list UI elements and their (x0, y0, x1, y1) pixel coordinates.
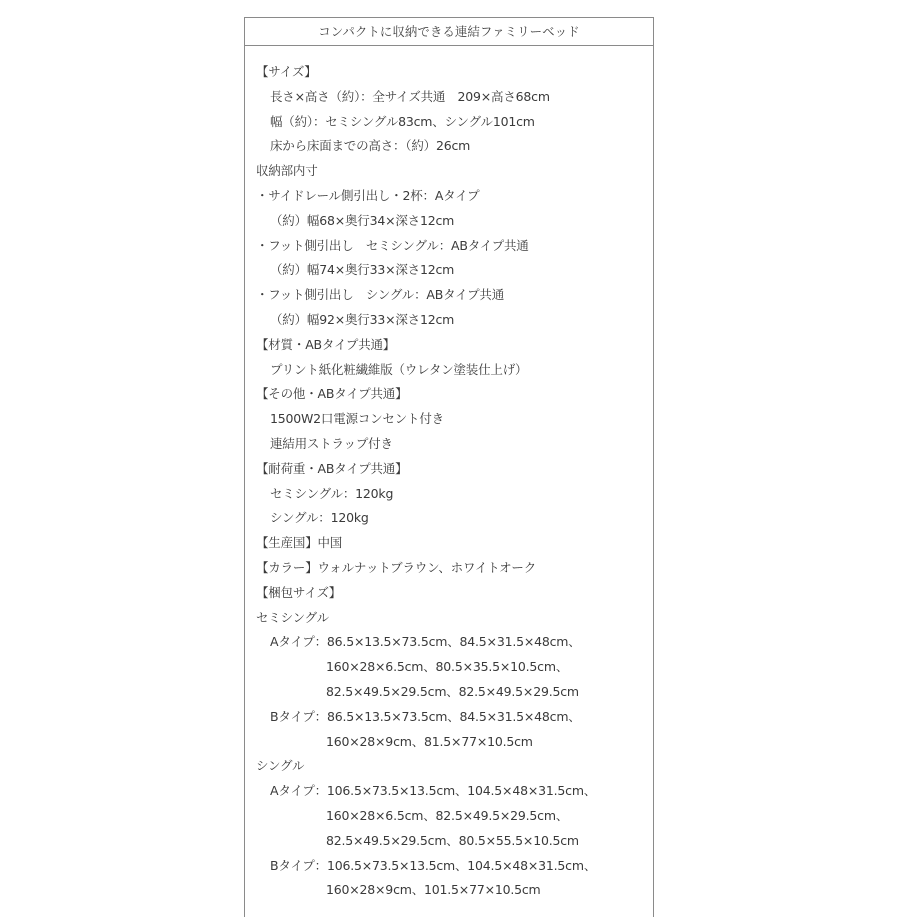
spec-title: コンパクトに収納できる連結ファミリーベッド (245, 18, 653, 46)
spec-line: ・フット側引出し シングル：ABタイプ共通 (256, 287, 504, 303)
spec-line: 床から床面までの高さ：（約）26cm (270, 138, 471, 154)
spec-line: Aタイプ：106.5×73.5×13.5cm、104.5×48×31.5cm、 (270, 783, 597, 799)
spec-line: プリント紙化粧繊維版（ウレタン塗装仕上げ） (270, 361, 528, 377)
spec-line: ・サイドレール側引出し・2杯：Aタイプ (256, 187, 480, 203)
spec-line: 160×28×6.5cm、82.5×49.5×29.5cm、 (326, 807, 569, 823)
spec-line: 1500W2口電源コンセント付き (270, 411, 444, 427)
spec-line: 長さ×高さ（約）：全サイズ共通 209×高さ68cm (270, 88, 550, 104)
spec-body (245, 46, 653, 903)
spec-line: Bタイプ：86.5×13.5×73.5cm、84.5×31.5×48cm、 (270, 708, 581, 724)
section-heading-size: 【サイズ】 (256, 64, 317, 79)
spec-table (244, 17, 654, 917)
section-heading-other: 【その他・ABタイプ共通】 (256, 386, 408, 402)
subheading-semi-single: セミシングル (256, 609, 329, 625)
section-heading-color: 【カラー】ウォルナットブラウン、ホワイトオーク (256, 559, 537, 575)
spec-line: 82.5×49.5×29.5cm、82.5×49.5×29.5cm (326, 683, 579, 699)
subheading-storage: 収納部内寸 (256, 163, 318, 179)
spec-line: （約）幅92×奥行33×深さ12cm (270, 311, 455, 327)
spec-line: （約）幅68×奥行34×深さ12cm (270, 212, 455, 228)
spec-line: シングル：120kg (270, 510, 369, 526)
spec-line: 160×28×9cm、101.5×77×10.5cm (326, 882, 541, 898)
spec-line: 幅（約）：セミシングル83cm、シングル101cm (270, 113, 535, 129)
spec-line: 連結用ストラップ付き (270, 435, 393, 451)
spec-line: 160×28×6.5cm、80.5×35.5×10.5cm、 (326, 659, 569, 675)
subheading-single: シングル (256, 758, 305, 774)
spec-line: Bタイプ：106.5×73.5×13.5cm、104.5×48×31.5cm、 (270, 857, 597, 873)
spec-line: （約）幅74×奥行33×深さ12cm (270, 262, 455, 278)
spec-line: 82.5×49.5×29.5cm、80.5×55.5×10.5cm (326, 832, 579, 848)
spec-line: Aタイプ：86.5×13.5×73.5cm、84.5×31.5×48cm、 (270, 634, 581, 650)
spec-line: 160×28×9cm、81.5×77×10.5cm (326, 733, 533, 749)
section-heading-load: 【耐荷重・ABタイプ共通】 (256, 460, 408, 476)
section-heading-material: 【材質・ABタイプ共通】 (256, 336, 396, 352)
spec-line: ・フット側引出し セミシングル：ABタイプ共通 (256, 237, 529, 253)
spec-line: セミシングル：120kg (270, 485, 394, 501)
section-heading-package: 【梱包サイズ】 (256, 584, 342, 600)
section-heading-origin: 【生産国】中国 (256, 535, 343, 551)
